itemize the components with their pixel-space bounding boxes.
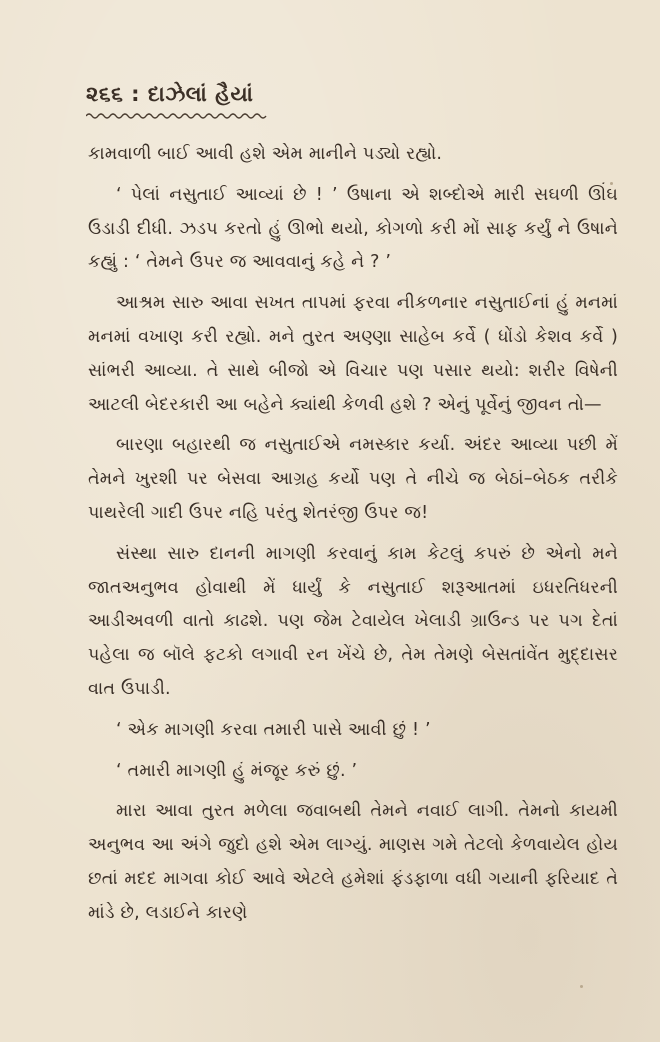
paragraph-4: બારણા બહારથી જ નસુતાઈએ નમસ્કાર કર્યા. અંદર આવ્યા પછી મેં તેમને ખુરશી પર બેસવા આગ્રહ કર્યો પણ તે નીચે જ બેઠાં–બેઠક તરીકે પાથરેલી ગાદી ઉપર નહિ પરંતુ શેતરંજી ઉપર જ!	[88, 435, 618, 523]
body-text	[88, 138, 618, 931]
paragraph-2: ‘ પેલાં નસુતાઈ આવ્યાં છે ! ’ ઉષાના એ શબ્દોએ મારી સઘળી ઊંઘ ઉડાડી દીધી. ઝડપ કરતો હું ઊભો થયો, કોગળો કરી મોં સાફ કર્યું ને ઉષાને કહ્યું : ‘ તેમને ઉપર જ આવવાનું કહે ને ? ’	[88, 184, 618, 273]
paragraph-3: આશ્રમ સારુ આવા સખત તાપમાં ફરવા નીકળનાર નસુતાઈનાં હું મનમાં મનમાં વખાણ કરી રહ્યો. મને તુરત અણ્ણા સાહેબ કર્વે ( ધોંડો કેશવ કર્વે ) સાંભરી આવ્યા. તે સાથે બીજો એ વિચાર પણ પસાર થયો: શરીર વિષેની આટલી બેદરકારી આ બહેને ક્યાંથી કેળવી હશે ? એનું પૂર્વેનું જીવન તો—	[88, 293, 618, 415]
dialogue-line-1: ‘ એક માગણી કરવા તમારી પાસે આવી છું ! ’	[116, 719, 431, 740]
paragraph-5: સંસ્થા સારુ દાનની માગણી કરવાનું કામ કેટલું કપરું છે એનો મને જાતઅનુભવ હોવાથી મેં ધાર્યું કે નસુતાઈ શરૂઆતમાં ઇધરતિધરની આડીઅવળી વાતો કાઢશે. પણ જેમ ટેવાયેલ ખેલાડી ગ્રાઉન્ડ પર પગ દેતાં પહેલા જ બૉલે ફટકો લગાવી રન ખેંચે છે, તેમ તેમણે બેસતાંવેંત મુદ્દાસર વાત ઉપાડી.	[88, 543, 618, 699]
dialogue-line-2: ‘ તમારી માગણી હું મંજૂર કરું છું. ’	[116, 760, 358, 781]
paragraph-6: મારા આવા તુરત મળેલા જવાબથી તેમને નવાઈ લાગી. તેમનો કાયમી અનુભવ આ અંગે જુદો હશે એમ લાગ્યું. માણસ ગમે તેટલો કેળવાયેલ હોય છતાં મદદ માગવા કોઈ આવે એટલે હમેશાં ફંડફાળા વધી ગયાની ફરિયાદ તે માંડે છે, લડાઈને કારણે	[88, 801, 618, 923]
paper-speck	[580, 985, 583, 988]
page-header: ૨૬૬ : દાઝેલાં હૈયાં	[86, 82, 254, 106]
paragraph-1: કામવાળી બાઈ આવી હશે એમ માનીને પડ્યો રહ્યો.	[88, 144, 443, 164]
paper-speck	[610, 182, 613, 185]
header-wavy-underline	[86, 112, 268, 120]
